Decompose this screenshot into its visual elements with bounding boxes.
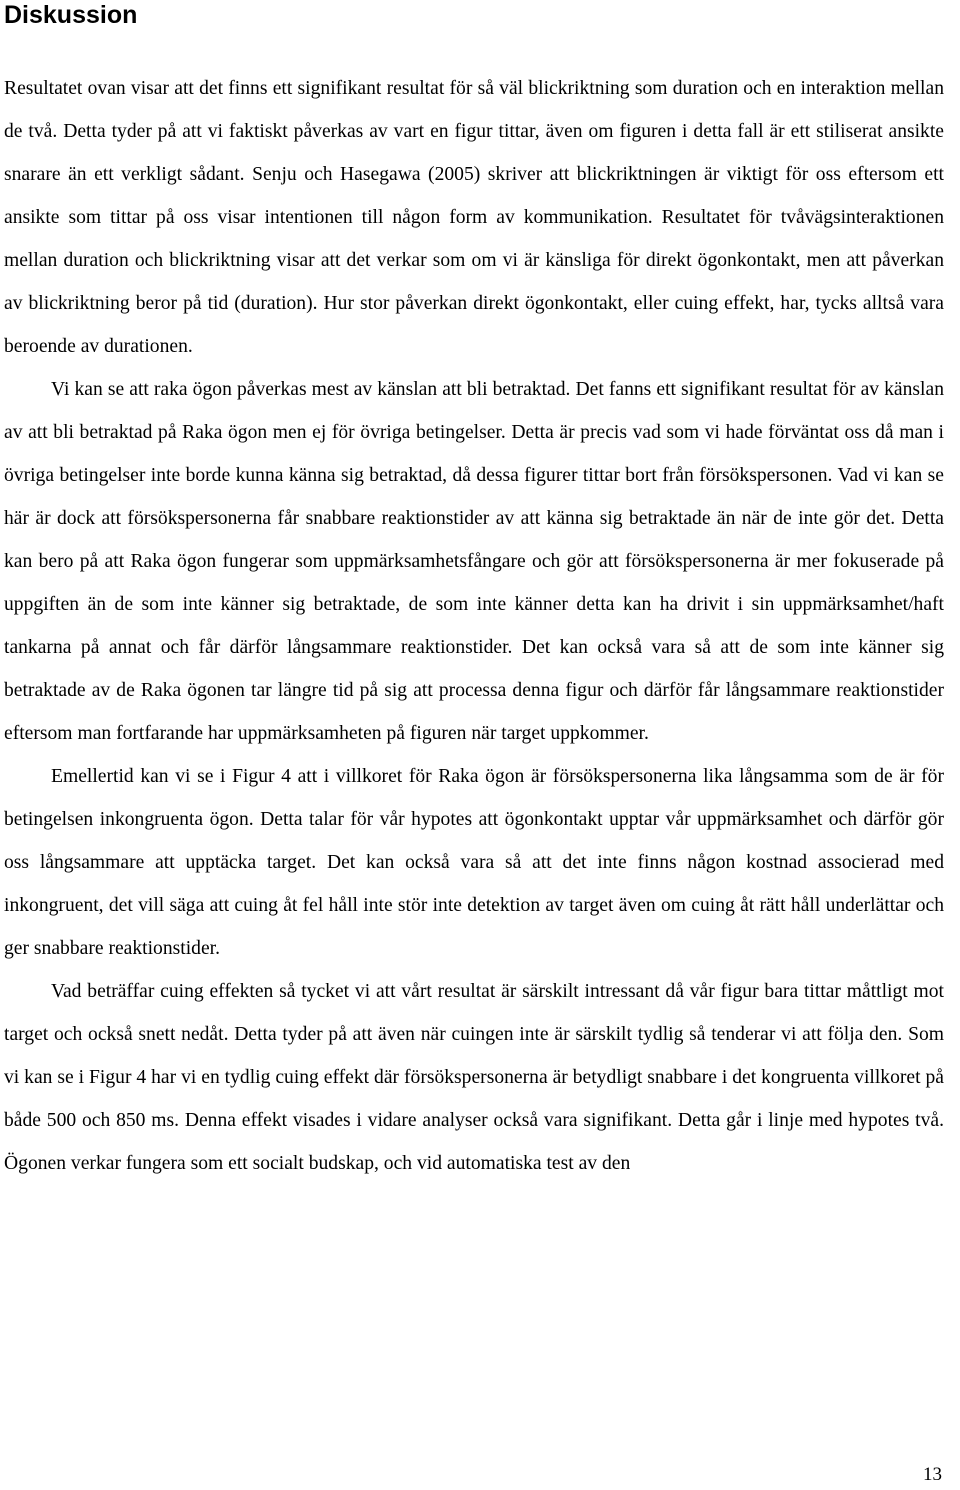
body-text <box>4 67 944 1185</box>
page-number: 13 <box>923 1464 942 1485</box>
paragraph-4: Vad beträffar cuing effekten så tycket vi att vårt resultat är särskilt intressant då vår figur bara tittar måttligt mot target och också snett nedåt. Detta tyder på att även när cuingen inte är särskilt tydlig så tenderar vi att följa den. Som vi kan se i Figur 4 har vi en tydlig cuing effekt där försökspersonerna är betydligt snabbare i det kongruenta villkoret på både 500 och 850 ms. Denna effekt visades i vidare analyser också vara signifikant. Detta går i linje med hypotes två. Ögonen verkar fungera som ett socialt budskap, och vid automatiska test av den <box>4 981 944 1174</box>
paragraph-3: Emellertid kan vi se i Figur 4 att i villkoret för Raka ögon är försökspersonerna lika långsamma som de är för betingelsen inkongruenta ögon. Detta talar för vår hypotes att ögonkontakt upptar vår uppmärksamhet och därför gör oss långsammare att upptäcka target. Det kan också vara så att det inte finns någon kostnad associerad med inkongruent, det vill säga att cuing åt fel håll inte stör inte detektion av target även om cuing åt rätt håll underlättar och ger snabbare reaktionstider. <box>4 766 944 959</box>
paragraph-2: Vi kan se att raka ögon påverkas mest av känslan att bli betraktad. Det fanns ett signifikant resultat för av känslan av att bli betraktad på Raka ögon men ej för övriga betingelser. Detta är precis vad som vi hade förväntat oss då man i övriga betingelser inte borde kunna känna sig betraktad, då dessa figurer tittar bort från försökspersonen. Vad vi kan se här är dock att försökspersonerna får snabbare reaktionstider av att känna sig betraktade än när de inte gör det. Detta kan bero på att Raka ögon fungerar som uppmärksamhetsfångare och gör att försökspersonerna är mer fokuserade på uppgiften än de som inte känner sig betraktade, de som inte känner detta kan ha drivit i sin uppmärksamhet/haft tankarna på annat och får därför långsammare reaktionstider. Det kan också vara så att de som inte känner sig betraktade av de Raka ögonen tar längre tid på sig att processa denna figur och därför får långsammare reaktionstider eftersom man fortfarande har uppmärksamheten på figuren när target uppkommer. <box>4 379 944 744</box>
paragraph-1: Resultatet ovan visar att det finns ett signifikant resultat för så väl blickriktning som duration och en interaktion mellan de två. Detta tyder på att vi faktiskt påverkas av vart en figur tittar, även om figuren i detta fall är ett stiliserat ansikte snarare än ett verkligt sådant. Senju och Hasegawa (2005) skriver att blickriktningen är viktigt för oss eftersom ett ansikte som tittar på oss visar intentionen till någon form av kommunikation. Resultatet för tvåvägsinteraktionen mellan duration och blickriktning visar att det verkar som om vi är känsliga för direkt ögonkontakt, men att påverkan av blickriktning beror på tid (duration). Hur stor påverkan direkt ögonkontakt, eller cuing effekt, har, tycks alltså vara beroende av durationen. <box>4 78 944 357</box>
section-heading: Diskussion <box>4 1 138 29</box>
